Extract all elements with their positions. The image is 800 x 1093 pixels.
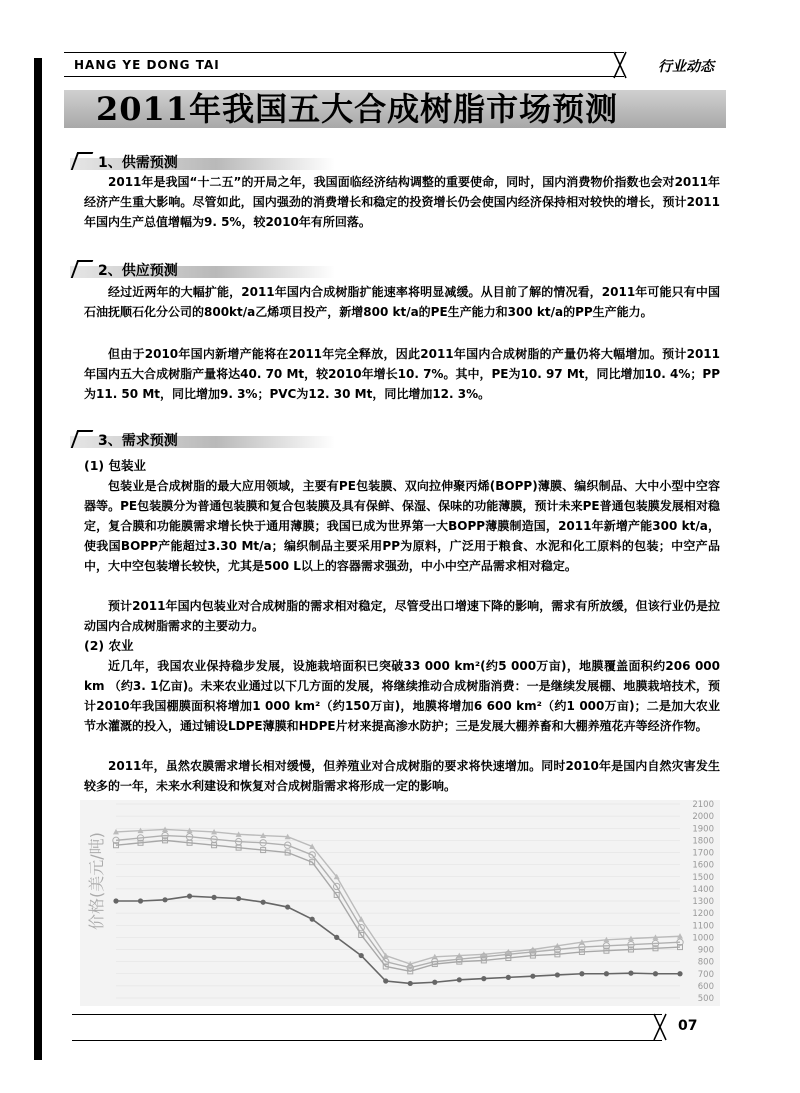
- subsection-label-packaging: (1) 包装业: [84, 458, 146, 473]
- chart-data-point: [261, 900, 266, 905]
- chart-data-point: [481, 976, 486, 981]
- chart-data-point: [162, 897, 167, 902]
- chart-data-point: [285, 904, 290, 909]
- section-heading-3: [70, 428, 370, 452]
- paragraph: 近几年，我国农业保持稳步发展，设施栽培面积已突破33 000 km²(约5 000万亩)，地膜覆盖面积约206 000 km （约3. 1亿亩)。未来农业通过以下几方面的发展，将继续推动合成树脂消费：一是继续发展棚、地膜栽培技术，预计2010年我国棚膜面积将增加1 000 km²（约150万亩)，地膜将增加6 600 km²（约1 000万亩)；二是加大农业节水灌溉的投入，通过铺设LDPE薄膜和HDPE片材来提高渗水防护；三是发展大棚养畜和大棚养殖花卉等经济作物。: [84, 659, 720, 733]
- header-rule-bottom: [64, 76, 624, 77]
- chart-data-point: [408, 981, 413, 986]
- chart-data-point: [530, 974, 535, 979]
- chart-y-tick-label: 900: [697, 945, 714, 956]
- chart-data-point: [310, 917, 315, 922]
- chart-y-axis-label: 价格(美元/吨): [87, 832, 106, 930]
- chart-data-point: [138, 898, 143, 903]
- footer-rule-bottom: [72, 1040, 662, 1041]
- chart-y-tick-label: 1300: [692, 897, 714, 907]
- chart-data-point: [604, 971, 609, 976]
- paragraph: 经过近两年的大幅扩能，2011年国内合成树脂扩能速率将明显减缓。从目前了解的情况看，2011年可能只有中国石油抚顺石化分公司的800kt/a乙烯项目投产，新增800 kt/a的PE生产能力和300 kt/a的PP生产能力。: [84, 285, 720, 319]
- section-heading-text: 3、需求预测: [98, 433, 178, 449]
- chart-data-point: [555, 972, 560, 977]
- chart-data-point: [211, 895, 216, 900]
- chart-y-tick-label: 600: [697, 981, 714, 992]
- chart-data-point: [579, 971, 584, 976]
- running-header: [64, 52, 724, 78]
- page-number: 07: [678, 1018, 698, 1034]
- chart-y-tick-label: 1000: [692, 933, 714, 944]
- page-title: 2011年我国五大合成树脂市场预测: [96, 90, 619, 128]
- chart-data-point: [334, 935, 339, 940]
- chart-y-tick-label: 2000: [692, 812, 714, 823]
- left-frame-bar: [34, 58, 42, 1060]
- subsection-label-agriculture: (2) 农业: [84, 638, 134, 653]
- section-heading-1: [70, 150, 370, 174]
- chart-data-point: [457, 977, 462, 982]
- section-heading-text: 1、供需预测: [98, 155, 178, 171]
- chart-y-tick-label: 2100: [692, 800, 714, 810]
- chart-data-point: [113, 898, 118, 903]
- chart-data-point: [383, 978, 388, 983]
- paragraph: 2011年，虽然农膜需求增长相对缓慢，但养殖业对合成树脂的要求将快速增加。同时2010年是国内自然灾害发生较多的一年，未来水利建设和恢复对合成树脂需求将形成一定的影响。: [84, 759, 720, 793]
- header-x-ornament: [612, 50, 642, 80]
- price-chart: [80, 800, 720, 1006]
- section-heading-text: 2、供应预测: [98, 263, 178, 279]
- chart-data-point: [359, 953, 364, 958]
- chart-y-tick-label: 700: [697, 969, 714, 980]
- chart-data-point: [506, 975, 511, 980]
- chart-data-point: [236, 896, 241, 901]
- chart-data-point: [677, 971, 682, 976]
- chart-y-tick-label: 1600: [692, 860, 714, 871]
- chart-data-point: [187, 894, 192, 899]
- paragraph: 但由于2010年国内新增产能将在2011年完全释放，因此2011年国内合成树脂的产量仍将大幅增加。预计2011年国内五大合成树脂产量将达40. 70 Mt，较2010年增长10. 7%。其中，PE为10. 97 Mt，同比增加10. 4%；PP为11. 50 Mt，同比增加9. 3%；PVC为12. 30 Mt，同比增加12. 3%。: [84, 347, 720, 401]
- header-right-text: 行业动态: [658, 59, 714, 75]
- chart-data-point: [628, 971, 633, 976]
- chart-y-tick-label: 1200: [692, 909, 714, 920]
- chart-y-tick-label: 1100: [692, 921, 714, 932]
- chart-data-point: [432, 980, 437, 985]
- chart-y-tick-label: 1800: [692, 836, 714, 847]
- footer-rule-top: [72, 1014, 662, 1015]
- header-rule-top: [64, 52, 624, 53]
- chart-background: [80, 800, 720, 1006]
- chart-y-tick-label: 1900: [692, 824, 714, 835]
- chart-data-point: [653, 971, 658, 976]
- chart-y-tick-label: 500: [697, 994, 714, 1004]
- chart-y-tick-label: 1500: [692, 872, 714, 883]
- paragraph: 包装业是合成树脂的最大应用领域，主要有PE包装膜、双向拉伸聚丙烯(BOPP)薄膜、编织制品、大中小型中空容器等。PE包装膜分为普通包装膜和复合包装膜及具有保鲜、保湿、保味的功能薄膜，预计未来PE普通包装膜发展相对稳定，复合膜和功能膜需求增长快于通用薄膜；我国已成为世界第一大BOPP薄膜制造国，2011年新增产能300 kt/a，使我国BOPP产能超过3.30 Mt/a；编织制品主要采用PP为原料，广泛用于粮食、水泥和化工原料的包装；中空产品中，大中空包装增长较快，尤其是500 L以上的容器需求强劲，中小中空产品需求相对稳定。: [84, 479, 720, 573]
- chart-y-tick-label: 1700: [692, 848, 714, 859]
- header-left-text: HANG YE DONG TAI: [74, 58, 220, 72]
- paragraph: 预计2011年国内包装业对合成树脂的需求相对稳定，尽管受出口增速下降的影响，需求有所放缓，但该行业仍是拉动国内合成树脂需求的主要动力。: [84, 599, 720, 633]
- section-heading-2: [70, 258, 370, 282]
- chart-y-tick-label: 1400: [692, 884, 714, 895]
- paragraph: 2011年是我国“十二五”的开局之年，我国面临经济结构调整的重要使命，同时，国内消费物价指数也会对2011年经济产生重大影响。尽管如此，国内强劲的消费增长和稳定的投资增长仍会使国内经济保持相对较快的增长，预计2011年国内生产总值增幅为9. 5%，较2010年有所回落。: [84, 175, 720, 229]
- chart-y-tick-label: 800: [697, 957, 714, 968]
